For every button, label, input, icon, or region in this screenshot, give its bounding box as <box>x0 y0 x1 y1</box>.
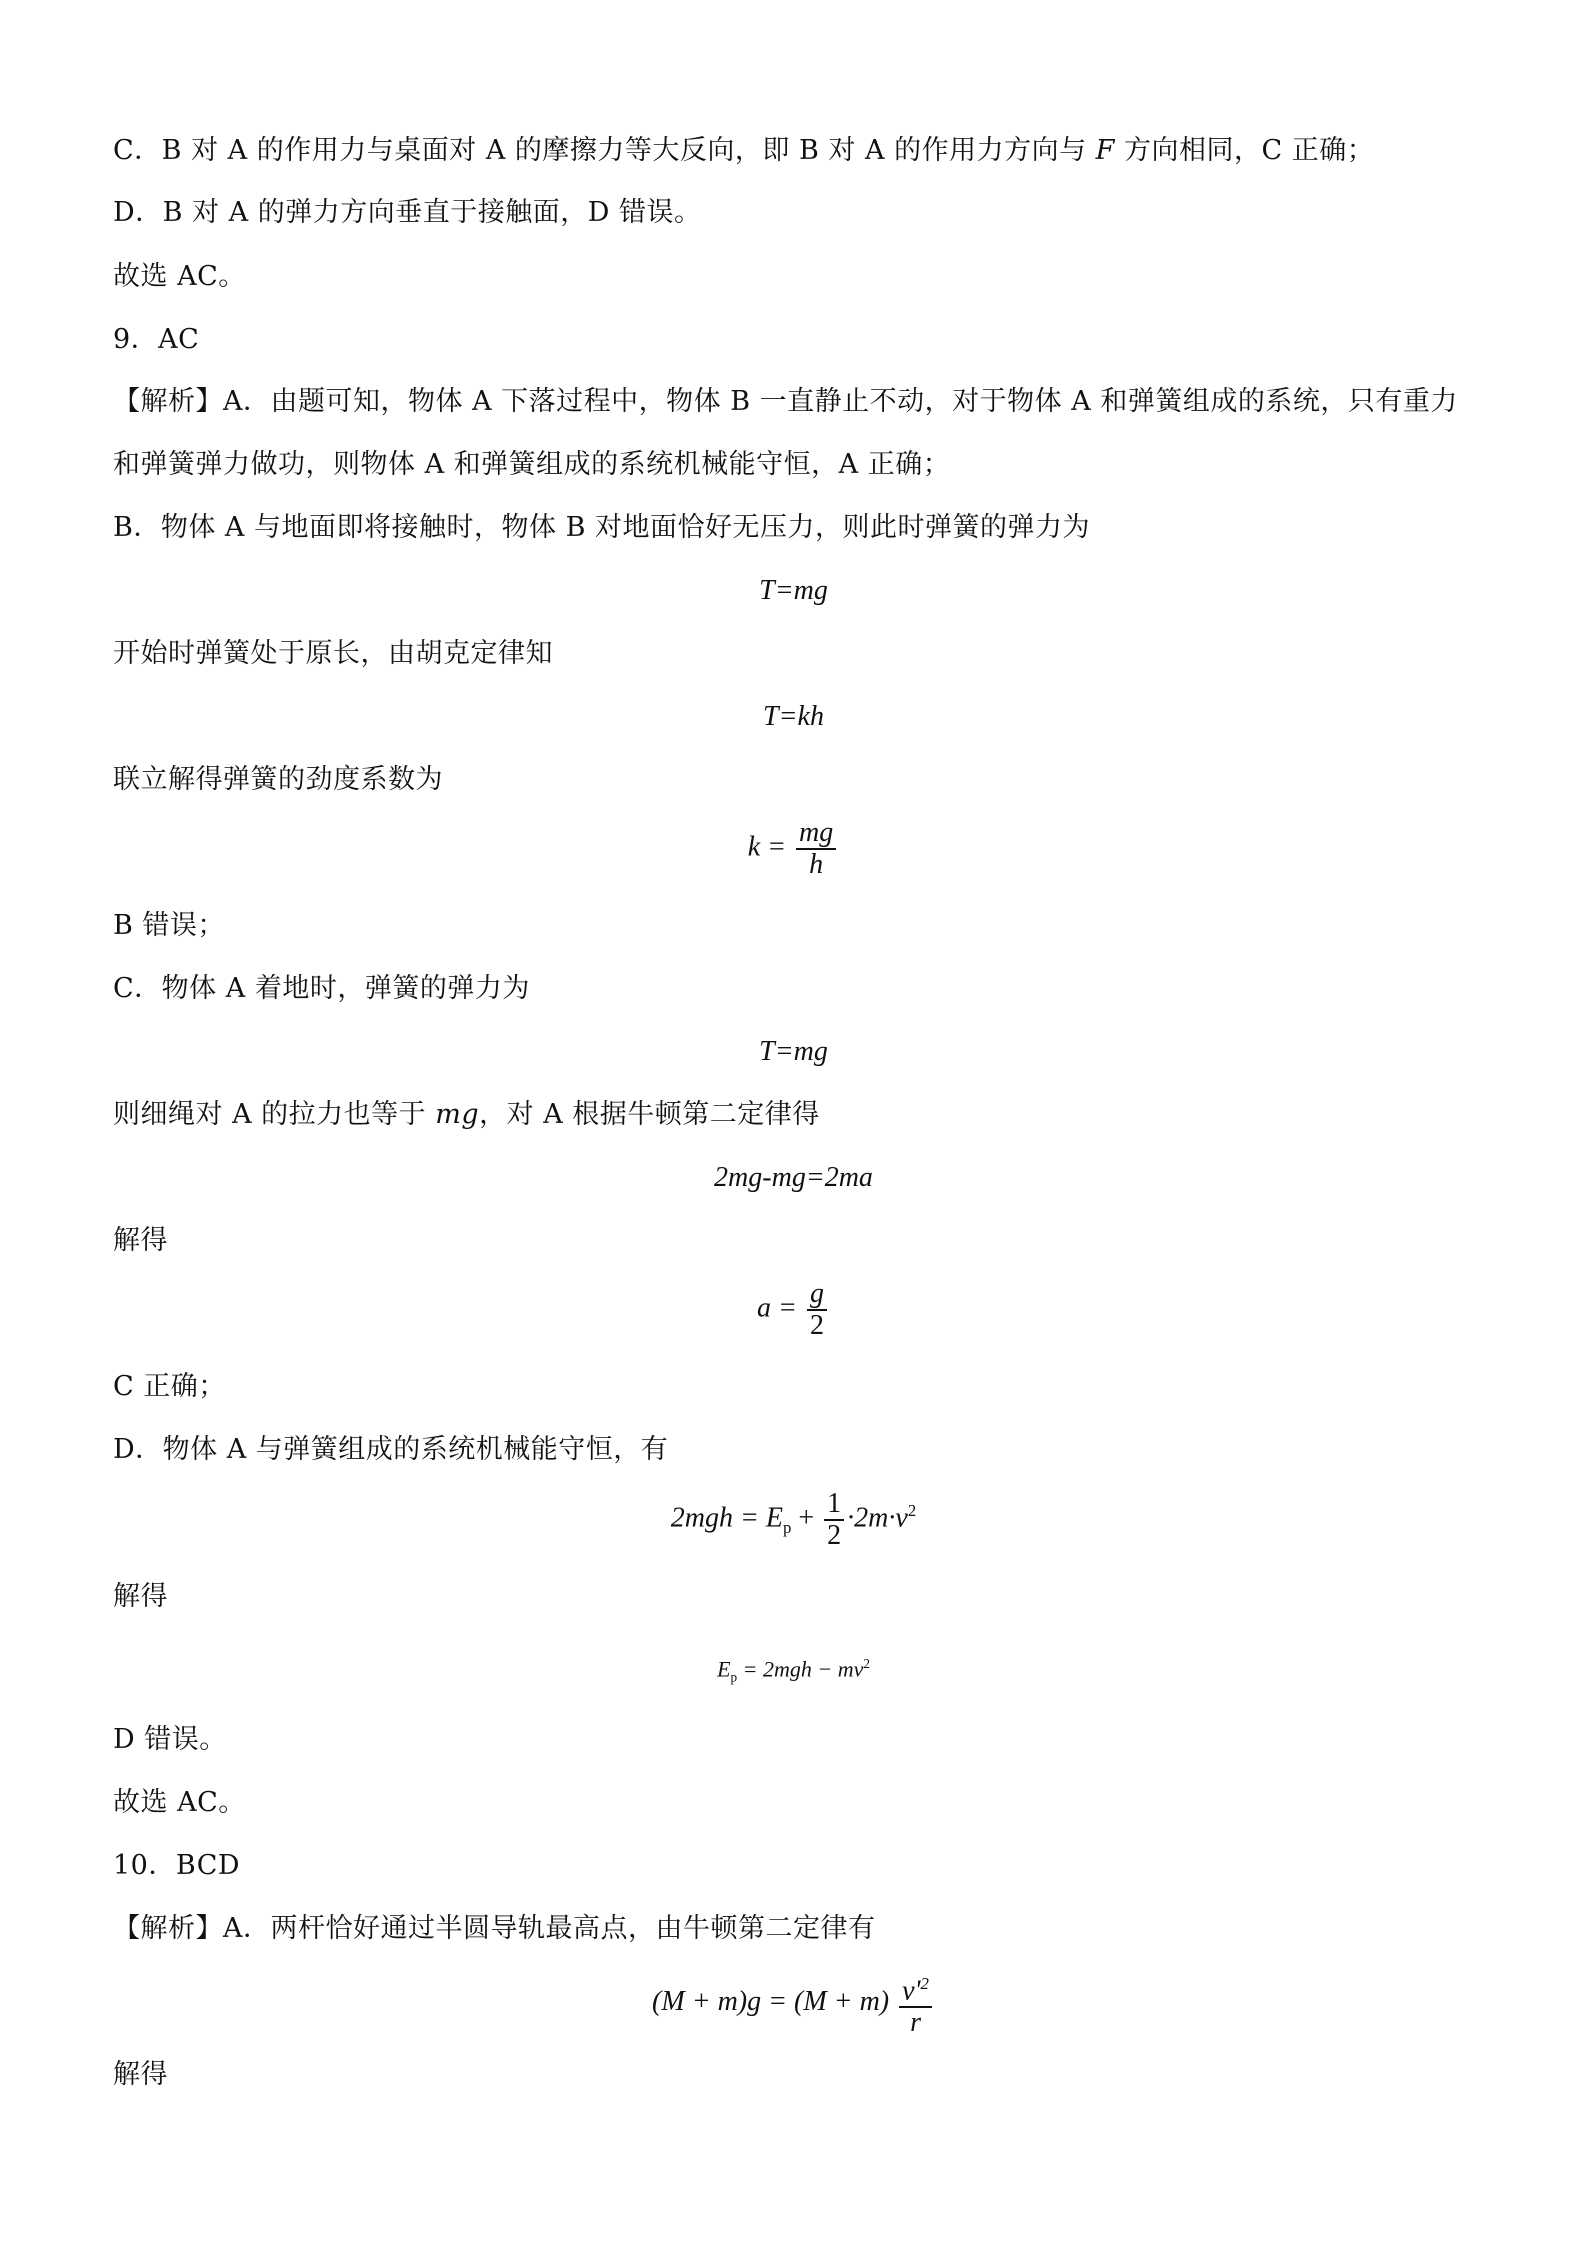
denominator: r <box>910 2007 921 2039</box>
numerator: g <box>807 1279 827 1311</box>
subscript: p <box>730 1669 738 1685</box>
denominator: h <box>809 849 824 880</box>
eq-lhs: 2mgh = E <box>670 1502 783 1534</box>
subscript: p <box>782 1518 792 1538</box>
text-line: 解得 <box>113 1581 168 1612</box>
text-line: D．物体 A 与弹簧组成的系统机械能守恒，有 <box>113 1434 669 1465</box>
eq-lhs: k = <box>747 831 787 863</box>
fraction <box>807 1279 827 1341</box>
equation: T=kh <box>763 701 824 732</box>
variable: mg <box>435 1099 480 1130</box>
equation: 2mg-mg=2ma <box>714 1162 873 1193</box>
superscript: 2 <box>920 1974 929 1993</box>
text-line: 故选 AC。 <box>113 261 246 292</box>
text-line: 开始时弹簧处于原长，由胡克定律知 <box>113 638 553 669</box>
numerator: 1 <box>824 1489 844 1521</box>
superscript: 2 <box>863 1656 870 1671</box>
equation: T=mg <box>759 575 828 606</box>
fraction <box>796 818 836 880</box>
denominator: 2 <box>827 1520 842 1551</box>
equation <box>0 1969 1587 2038</box>
fraction <box>824 1489 844 1551</box>
text-span: 方向相同，C 正确； <box>1114 135 1375 166</box>
text-line: 【解析】A．由题可知，物体 A 下落过程中，物体 B 一直静止不动，对于物体 A 和弹簧组成的系统，只有重力 <box>113 386 1458 417</box>
denominator: 2 <box>809 1310 824 1341</box>
plus-sign: + <box>791 1502 815 1534</box>
equation <box>0 1279 1587 1341</box>
text-span: C．B 对 A 的作用力与桌面对 A 的摩擦力等大反向，即 B 对 A 的作用力方向与 <box>113 135 1096 166</box>
numerator <box>899 1969 932 2008</box>
text-line <box>113 1097 820 1133</box>
eq-lhs: (M + m)g = (M + m) <box>652 1986 890 2018</box>
text-span: 则细绳对 A 的拉力也等于 <box>113 1099 436 1130</box>
text-line: C．物体 A 着地时，弹簧的弹力为 <box>113 973 530 1004</box>
fraction <box>899 1969 932 2038</box>
variable: F <box>1095 135 1115 166</box>
eq-rhs: ·2m·v <box>847 1502 908 1534</box>
text-span: ，对 A 根据牛顿第二定律得 <box>479 1099 820 1130</box>
eq-lhs: E <box>717 1656 731 1682</box>
question-number: 9．AC <box>113 324 200 355</box>
superscript: 2 <box>907 1501 917 1521</box>
question-number: 10．BCD <box>113 1850 241 1881</box>
text-line: 联立解得弹簧的劲度系数为 <box>113 764 443 795</box>
text-line: D．B 对 A 的弹力方向垂直于接触面，D 错误。 <box>113 197 702 228</box>
text-line: C 正确； <box>113 1371 226 1402</box>
text-line: 和弹簧弹力做功，则物体 A 和弹簧组成的系统机械能守恒，A 正确； <box>113 449 951 480</box>
equation <box>0 1646 1587 1696</box>
text-line: D 错误。 <box>113 1724 227 1755</box>
eq-rhs: = 2mgh − mv <box>737 1656 864 1682</box>
eq-lhs: a = <box>757 1292 797 1324</box>
text-line: 解得 <box>113 2059 168 2090</box>
equation <box>0 818 1587 880</box>
equation: T=mg <box>759 1036 828 1067</box>
text-line: 故选 AC。 <box>113 1787 246 1818</box>
numerator-text: v' <box>902 1975 921 2007</box>
text-line: B 错误； <box>113 910 225 941</box>
text-line: 解得 <box>113 1225 168 1256</box>
equation <box>0 1489 1587 1551</box>
text-line <box>113 133 1374 169</box>
text-line: B．物体 A 与地面即将接触时，物体 B 对地面恰好无压力，则此时弹簧的弹力为 <box>113 512 1091 543</box>
text-line: 【解析】A．两杆恰好通过半圆导轨最高点，由牛顿第二定律有 <box>113 1913 876 1944</box>
numerator: mg <box>796 818 836 850</box>
